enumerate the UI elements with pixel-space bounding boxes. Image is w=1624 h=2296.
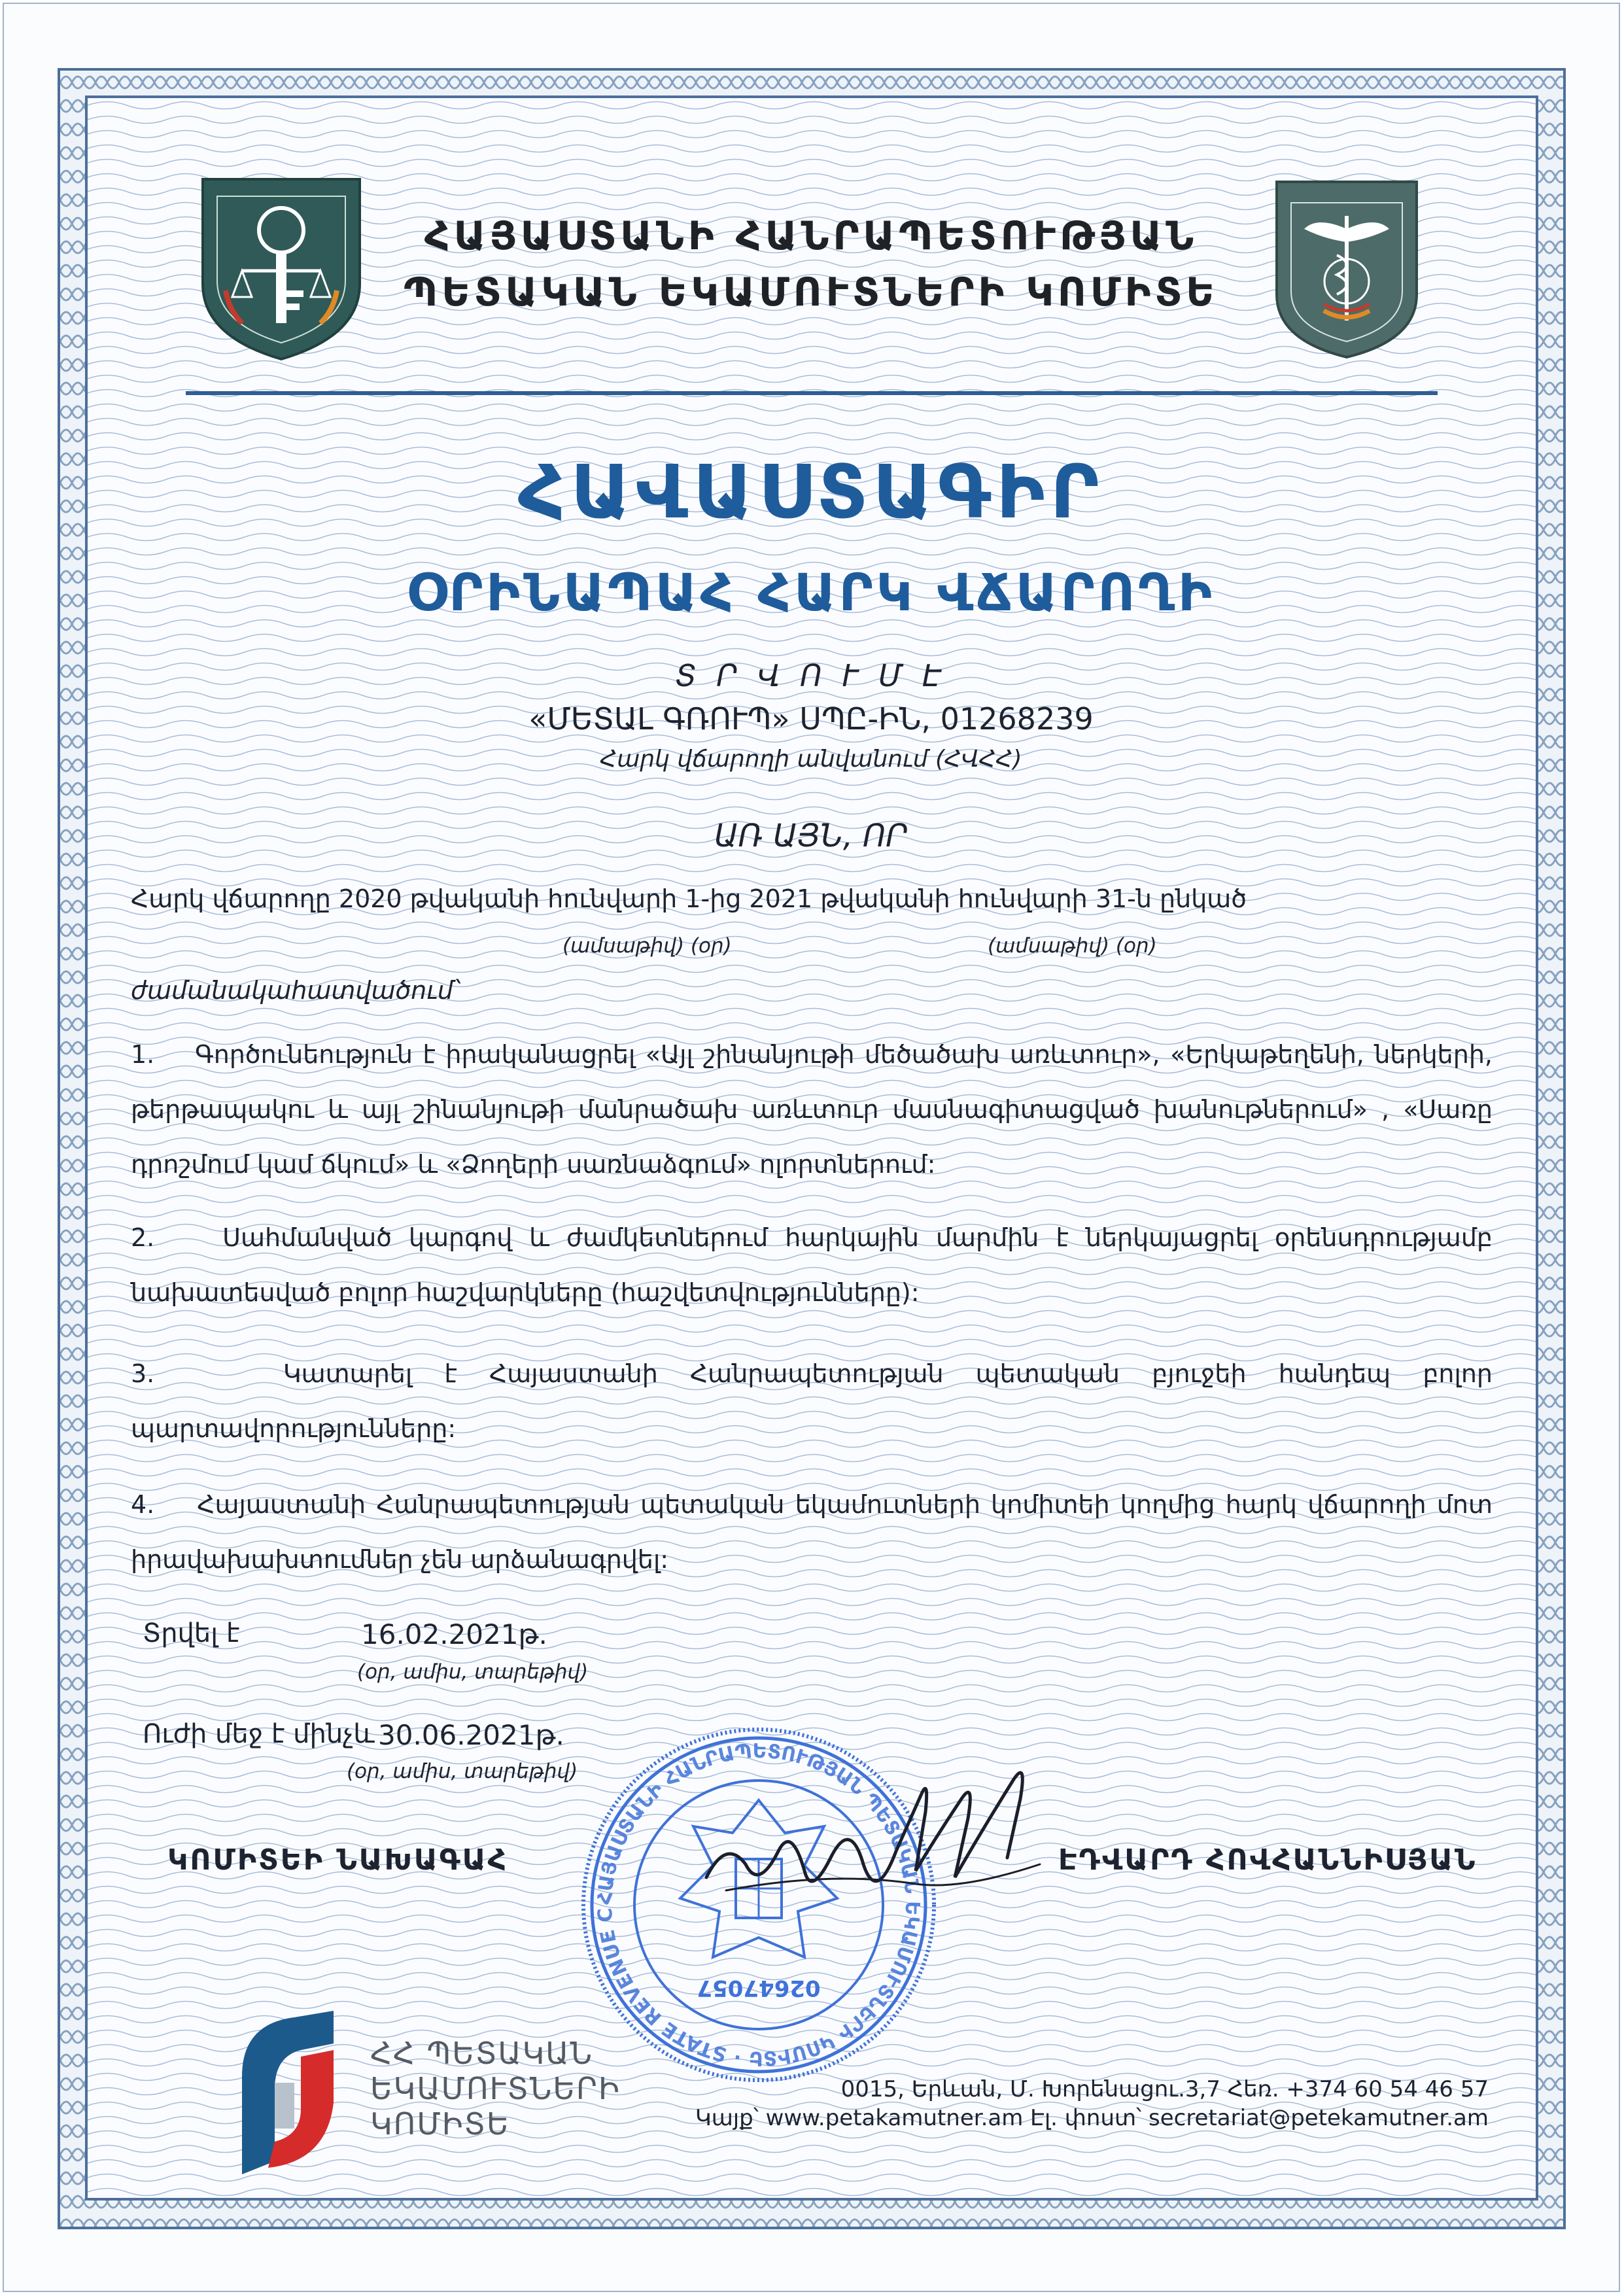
customs-service-emblem bbox=[1271, 177, 1422, 360]
stamp-number: 02647057 bbox=[697, 1975, 821, 2001]
period-tail: ժամանակահատվածում՝ bbox=[131, 976, 459, 1005]
certificate-subtitle: ՕՐԻՆԱՊԱՀ ՀԱՐԿ ՎՃԱՐՈՂԻ bbox=[406, 564, 1216, 623]
item-text: Սահմանված կարգով և ժամկետներում հարկային մարմին է ներկայացրել օրենսդրությամբ նախատեսված բոլոր հաշվարկները (հաշվետվությունները): bbox=[131, 1223, 1493, 1307]
period-hint-2: (ամսաթիվ) (օր) bbox=[988, 934, 1157, 958]
list-item-4 bbox=[131, 1477, 1493, 1587]
logo-line-2: ԵԿԱՄՈՒՏՆԵՐԻ bbox=[370, 2071, 621, 2106]
stamp-ring-text: ՀԱՅԱՍՏԱՆԻ ՀԱՆՐԱՊԵՏՈՒԹՅԱՆ ՊԵՏԱԿԱՆ ԵԿԱՄՈՒՏՆԵՐԻ ԿՈՄԻՏԵ · STATE REVENUE C bbox=[593, 1739, 924, 2070]
company-caption: Հարկ վճարողի անվանում (ՀՎՀՀ) bbox=[600, 746, 1022, 773]
item-text: Հայաստանի Հանրապետության պետական եկամուտների կոմիտեի կողմից հարկ վճարողի մոտ իրավախախտումներ չեն արձանագրվել: bbox=[131, 1490, 1493, 1574]
certificate-title: ՀԱՎԱՍՏԱԳԻՐ bbox=[517, 450, 1105, 535]
signatory-name: ԷԴՎԱՐԴ ՀՈՎՀԱՆՆԻՍՅԱՆ bbox=[1058, 1843, 1477, 1877]
handwritten-signature bbox=[700, 1740, 1066, 1939]
item-number: 4. bbox=[131, 1490, 155, 1519]
item-text: Կատարել է Հայաստանի Հանրապետության պետական բյուջեի հանդեպ բոլոր պարտավորությունները: bbox=[131, 1359, 1493, 1443]
issued-to-label: Տ Ր Վ Ո Ւ Մ Է bbox=[675, 658, 947, 693]
valid-until-hint: (օր, ամիս, տարեթիվ) bbox=[347, 1760, 578, 1783]
company-name: «ՄԵՏԱԼ ԳՌՈՒՊ» ՍՊԸ-ԻՆ, 01268239 bbox=[528, 701, 1094, 737]
item-number: 2. bbox=[131, 1223, 155, 1252]
src-logo bbox=[229, 2004, 340, 2181]
period-hint-1: (ամսաթիվ) (օր) bbox=[562, 934, 732, 958]
list-item-1 bbox=[131, 1027, 1493, 1192]
logo-line-1: ՀՀ ՊԵՏԱԿԱՆ bbox=[370, 2036, 594, 2071]
header-divider bbox=[186, 391, 1438, 395]
contact-address: 0015, Երևան, Մ. Խորենացու.3,7 Հեռ. +374 60 54 46 57 bbox=[840, 2076, 1489, 2102]
item-number: 1. bbox=[131, 1040, 155, 1069]
issued-date-label: Տրվել է bbox=[143, 1618, 240, 1648]
issued-date-hint: (օր, ամիս, տարեթիվ) bbox=[357, 1660, 589, 1684]
issued-date-value: 16.02.2021թ. bbox=[361, 1618, 547, 1650]
contact-web-email: Կայք՝ www.petakamutner.am Էլ. փոստ՝ secretariat@petekamutner.am bbox=[695, 2105, 1489, 2131]
logo-line-3: ԿՈՄԻՏԵ bbox=[370, 2106, 510, 2142]
item-text: Գործունեություն է իրականացրել «Այլ շինանյութի մեծածախ առևտուր», «Երկաթեղենի, ներկերի, թերթապակու և այլ շինանյութի մանրածախ առևտուր մասնագիտացված խանութներում» , «Սառը դրոշմում կամ ճկում» և «Ձողերի սառնաձգում» ոլորտներում: bbox=[131, 1040, 1493, 1179]
valid-until-value: 30.06.2021թ. bbox=[378, 1719, 564, 1751]
header-line-2: ՊԵՏԱԿԱՆ ԵԿԱՄՈՒՏՆԵՐԻ ԿՈՄԻՏԵ bbox=[404, 270, 1218, 315]
period-text: Հարկ վճարողը 2020 թվականի հունվարի 1-ից 2021 թվականի հունվարի 31-ն ընկած bbox=[131, 884, 1247, 913]
list-item-2 bbox=[131, 1210, 1493, 1320]
valid-until-label: Ուժի մեջ է մինչև bbox=[143, 1719, 375, 1749]
tax-service-emblem bbox=[196, 173, 366, 362]
intro-text: ԱՌ ԱՅՆ, ՈՐ bbox=[714, 818, 908, 854]
signatory-position: ԿՈՄԻՏԵԻ ՆԱԽԱԳԱՀ bbox=[167, 1843, 509, 1877]
logo-text bbox=[370, 2036, 621, 2142]
list-item-3 bbox=[131, 1346, 1493, 1456]
header-line-1: ՀԱՅԱՍՏԱՆԻ ՀԱՆՐԱՊԵՏՈՒԹՅԱՆ bbox=[424, 213, 1198, 259]
item-number: 3. bbox=[131, 1359, 155, 1388]
